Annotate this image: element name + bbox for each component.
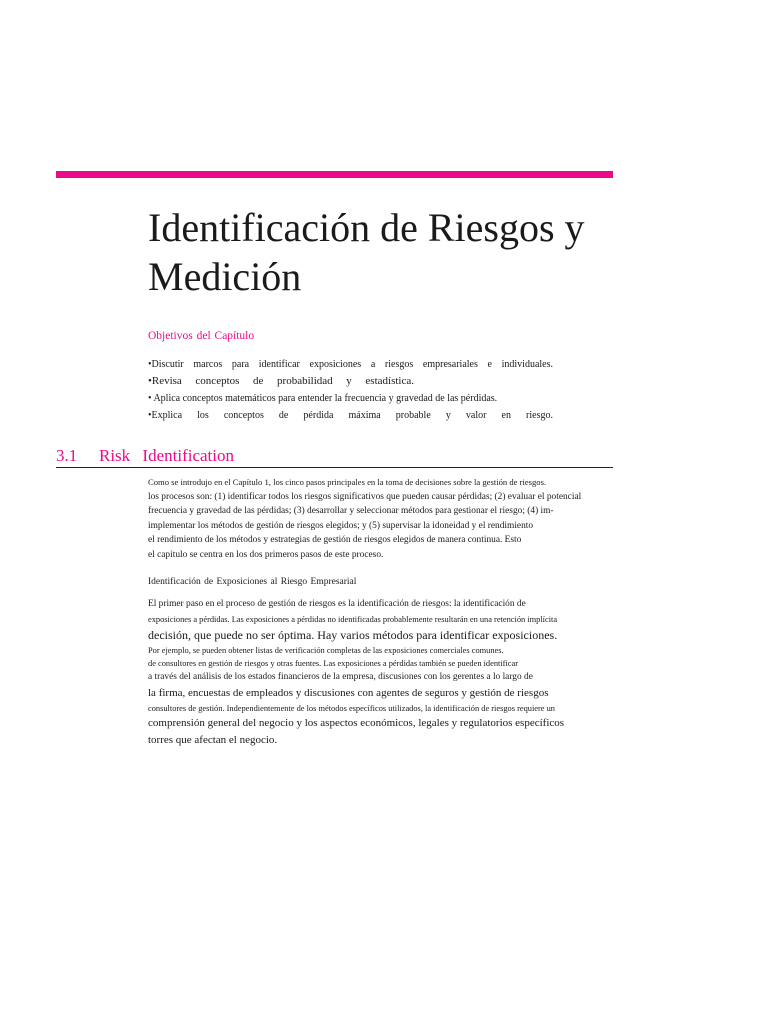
section-number: 3.1 bbox=[56, 446, 78, 465]
objectives-list bbox=[148, 356, 553, 424]
paragraph-line: frecuencia y gravedad de las pérdidas; (3) desarrollar y seleccionar métodos para gestionar el riesgo; (4) im- bbox=[148, 506, 554, 517]
paragraph-line: de consultores en gestión de riesgos y otras fuentes. Las exposiciones a pérdidas también se pueden identificar bbox=[148, 658, 519, 668]
chapter-title bbox=[148, 203, 668, 301]
objective-item: • Aplica conceptos matemáticos para entender la frecuencia y gravedad de las pérdidas. bbox=[148, 393, 498, 404]
section-title: Risk Identification bbox=[99, 446, 235, 465]
paragraph-line: exposiciones a pérdidas. Las exposiciones a pérdidas no identificadas probablemente resultarán en una retención implícita bbox=[148, 614, 558, 624]
chapter-accent-rule bbox=[56, 171, 613, 178]
paragraph-line: consultores de gestión. Independientemente de los métodos específicos utilizados, la identificación de riesgos requiere un bbox=[148, 704, 555, 713]
paragraph-line: implementar los métodos de gestión de riesgos elegidos; y (5) supervisar la idoneidad y el rendimiento bbox=[148, 520, 534, 531]
paragraph-line: a través del análisis de los estados financieros de la empresa, discusiones con los gerentes a lo largo de bbox=[148, 671, 533, 682]
objectives-heading: Objetivos del Capítulo bbox=[148, 330, 255, 342]
intro-paragraph bbox=[148, 475, 638, 563]
paragraph-line: los procesos son: (1) identificar todos los riesgos significativos que pueden causar pérdidas; (2) evaluar el potencial bbox=[148, 491, 582, 502]
paragraph-line: comprensión general del negocio y los aspectos económicos, legales y regulatorios específicos bbox=[148, 717, 565, 729]
chapter-title-line-1: Identificación de Riesgos y bbox=[148, 205, 585, 250]
paragraph-line: el capítulo se centra en los dos primeros pasos de este proceso. bbox=[148, 549, 384, 560]
subsection-heading: Identificación de Exposiciones al Riesgo Empresarial bbox=[148, 577, 357, 587]
paragraph-line: torres que afectan el negocio. bbox=[148, 734, 278, 746]
paragraph-line: Por ejemplo, se pueden obtener listas de verificación completas de las exposiciones comerciales comunes. bbox=[148, 645, 504, 655]
paragraph-line: El primer paso en el proceso de gestión de riesgos es la identificación de riesgos: la identificación de bbox=[148, 599, 526, 609]
objective-item: •Revisa conceptos de probabilidad y estadística. bbox=[148, 375, 414, 387]
paragraph-line: la firma, encuestas de empleados y discusiones con agentes de seguros y gestión de riesgos bbox=[148, 687, 549, 699]
paragraph-line: Como se introdujo en el Capítulo 1, los cinco pasos principales en la toma de decisiones sobre la gestión de riesgos. bbox=[148, 477, 547, 487]
objective-item: •Discutir marcos para identificar exposiciones a riesgos empresariales e individuales. bbox=[148, 359, 553, 370]
section-heading bbox=[56, 446, 613, 468]
chapter-title-line-2: Medición bbox=[148, 254, 302, 299]
paragraph-line: el rendimiento de los métodos y estrategias de gestión de riesgos elegidos de manera continua. Esto bbox=[148, 535, 522, 546]
objective-item: •Explica los conceptos de pérdida máxima probable y valor en riesgo. bbox=[148, 410, 553, 421]
paragraph-line: decisión, que puede no ser óptima. Hay varios métodos para identificar exposiciones. bbox=[148, 627, 558, 642]
body-paragraph bbox=[148, 597, 638, 749]
